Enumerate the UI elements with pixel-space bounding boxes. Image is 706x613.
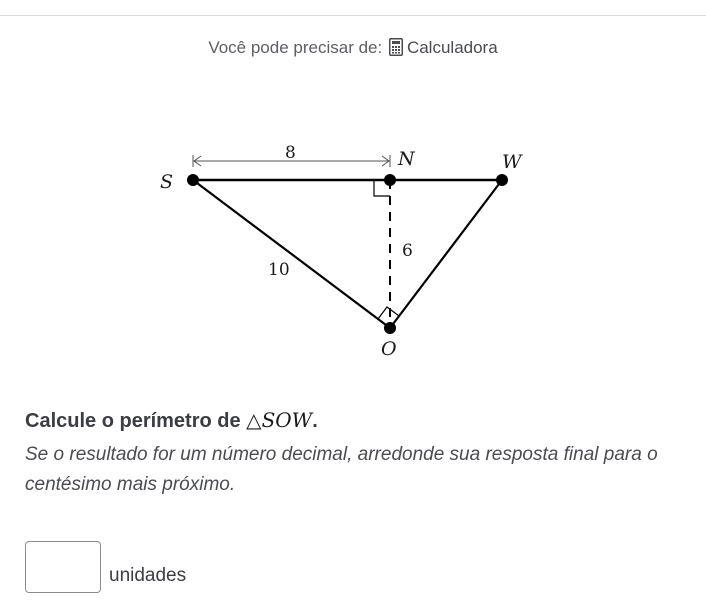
- question-title: [25, 408, 318, 433]
- point-o: [384, 322, 396, 334]
- question-lead: Calcule o perímetro de: [25, 410, 247, 432]
- calculator-label[interactable]: Calculadora: [406, 38, 498, 57]
- label-n: N: [398, 148, 415, 170]
- triangle-symbol: △: [246, 408, 262, 432]
- length-no: 6: [402, 241, 413, 261]
- triangle-name: SOW: [261, 408, 313, 432]
- point-s: [187, 174, 199, 186]
- question-end: .: [312, 410, 318, 432]
- point-w: [496, 174, 508, 186]
- length-so: 10: [268, 260, 290, 280]
- triangle-expression: [246, 408, 312, 432]
- point-n: [384, 174, 396, 186]
- units-label: unidades: [109, 565, 187, 586]
- label-o: O: [381, 338, 397, 360]
- length-sn: 8: [285, 143, 296, 163]
- label-s: S: [160, 171, 174, 193]
- answer-input[interactable]: [25, 541, 101, 593]
- right-angle-mark-o: [378, 307, 399, 319]
- segment-so: [193, 180, 390, 328]
- tools-hint-prefix: Você pode precisar de:: [208, 38, 383, 57]
- label-w: W: [502, 151, 522, 173]
- rounding-instruction: Se o resultado for um número decimal, arredonde sua resposta final para o centésimo mais próximo.: [25, 444, 658, 495]
